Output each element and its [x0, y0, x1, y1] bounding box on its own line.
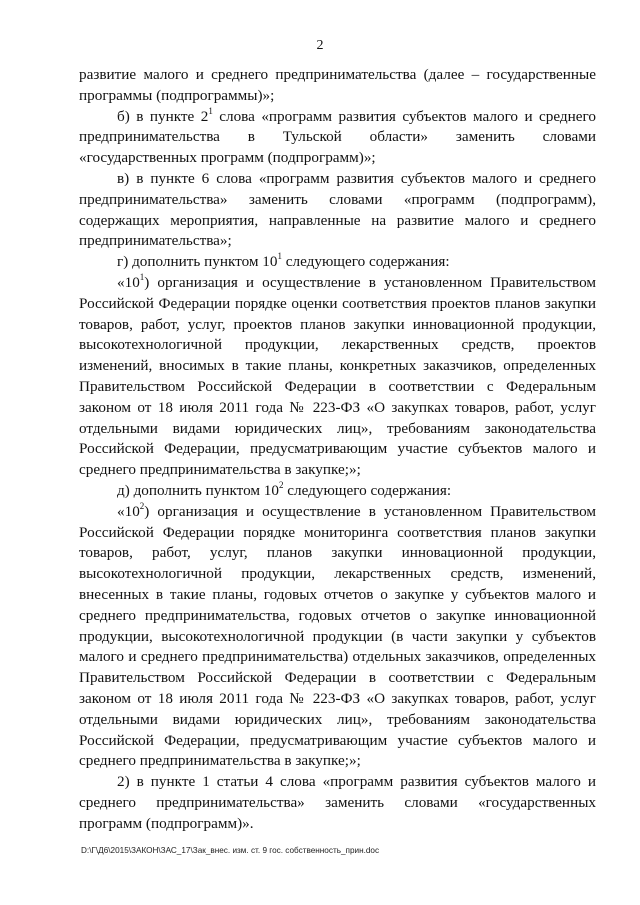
paragraph-point-10-2-text: «10 — [117, 502, 140, 520]
paragraph-point-10-1-text-continued: ) организация и осуществление в установленном Правительством Российской Федерации порядке оценки соответствия проектов планов закупки товаров, работ, услуг, проектов планов закупки инновационной продукции, высокотехнологичной продукции, лекарственных средств, проектов изменений, вносимых в такие планы, конкретных заказчиков, определенных Правительством Российской Федерации в соответствии с Федеральным законом от 18 июля 2011 года № 223-ФЗ «О закупках товаров, работ, услуг отдельными видами юридических лиц», требованиям законодательства Российской Федерации, предусматривающим участие субъектов малого и среднего предпринимательства в закупке;»; — [79, 273, 596, 479]
paragraph-item-d-superscript: 2 — [278, 479, 284, 490]
paragraph-point-10-1-text: «10 — [117, 273, 140, 291]
footer-file-path: D:\Г\Д6\2015\ЗАКОН\ЗАС_17\Зак_внес. изм. ст. 9 гос. собственность_прин.doc — [81, 846, 380, 855]
paragraph-point-10-1 — [79, 273, 596, 481]
paragraph-item-b-text-continued: слова «программ развития субъектов малого и среднего предпринимательства в Тульской области» заменить словами «государственных программ (подпрограмм)»; — [79, 107, 596, 167]
paragraph-point-10-2 — [79, 502, 596, 772]
paragraph-item-2: 2) в пункте 1 статьи 4 слова «программ развития субъектов малого и среднего предпринимательства» заменить словами «государственных программ (подпрограмм)». — [79, 773, 596, 832]
paragraph-item-g-text-continued: следующего содержания: — [281, 253, 450, 271]
paragraph-point-10-1-superscript: 1 — [139, 271, 145, 282]
paragraph-item-d-text-continued: следующего содержания: — [283, 481, 452, 499]
paragraph-item-d-text: д) дополнить пунктом 10 — [117, 481, 279, 499]
paragraph-item-d — [79, 481, 596, 502]
paragraph-item-g-text: г) дополнить пунктом 10 — [117, 253, 278, 271]
paragraph-item-g-superscript: 1 — [277, 251, 282, 262]
paragraph-item-b-superscript: 1 — [208, 105, 213, 116]
page-number: 2 — [316, 38, 324, 53]
paragraph-continuation: развитие малого и среднего предпринимательства (далее – государственные программы (подпрограммы)»; — [79, 66, 596, 104]
paragraph-item-b — [79, 107, 596, 169]
paragraph-item-b-text: б) в пункте 2 — [117, 107, 209, 125]
paragraph-item-g — [79, 252, 596, 273]
paragraph-item-v: в) в пункте 6 слова «программ развития субъектов малого и среднего предпринимательства» заменить словами «программ (подпрограмм), содержащих мероприятия, направленные на развитие малого и среднего предпринимательства»; — [79, 169, 596, 250]
document-body — [79, 65, 596, 834]
paragraph-point-10-2-text-continued: ) организация и осуществление в установленном Правительством Российской Федерации порядке мониторинга соответствия планов закупки товаров, работ, услуг, планов закупки инновационной продукции, высокотехнологичной продукции, лекарственных средств, изменений, внесенных в такие планы, годовых отчетов о закупке у субъектов малого и среднего предпринимательства, годовых отчетов о закупке инновационной продукции, высокотехнологичной продукции (в части закупки у субъектов малого и среднего предпринимательства) отдельных заказчиков, определенных Правительством Российской Федерации в соответствии с Федеральным законом от 18 июля 2011 года № 223-ФЗ «О закупках товаров, работ, услуг отдельными видами юридических лиц», требованиям законодательства Российской Федерации, предусматривающим участие субъектов малого и среднего предпринимательства в закупке;»; — [79, 502, 596, 770]
paragraph-point-10-2-superscript: 2 — [139, 500, 145, 511]
